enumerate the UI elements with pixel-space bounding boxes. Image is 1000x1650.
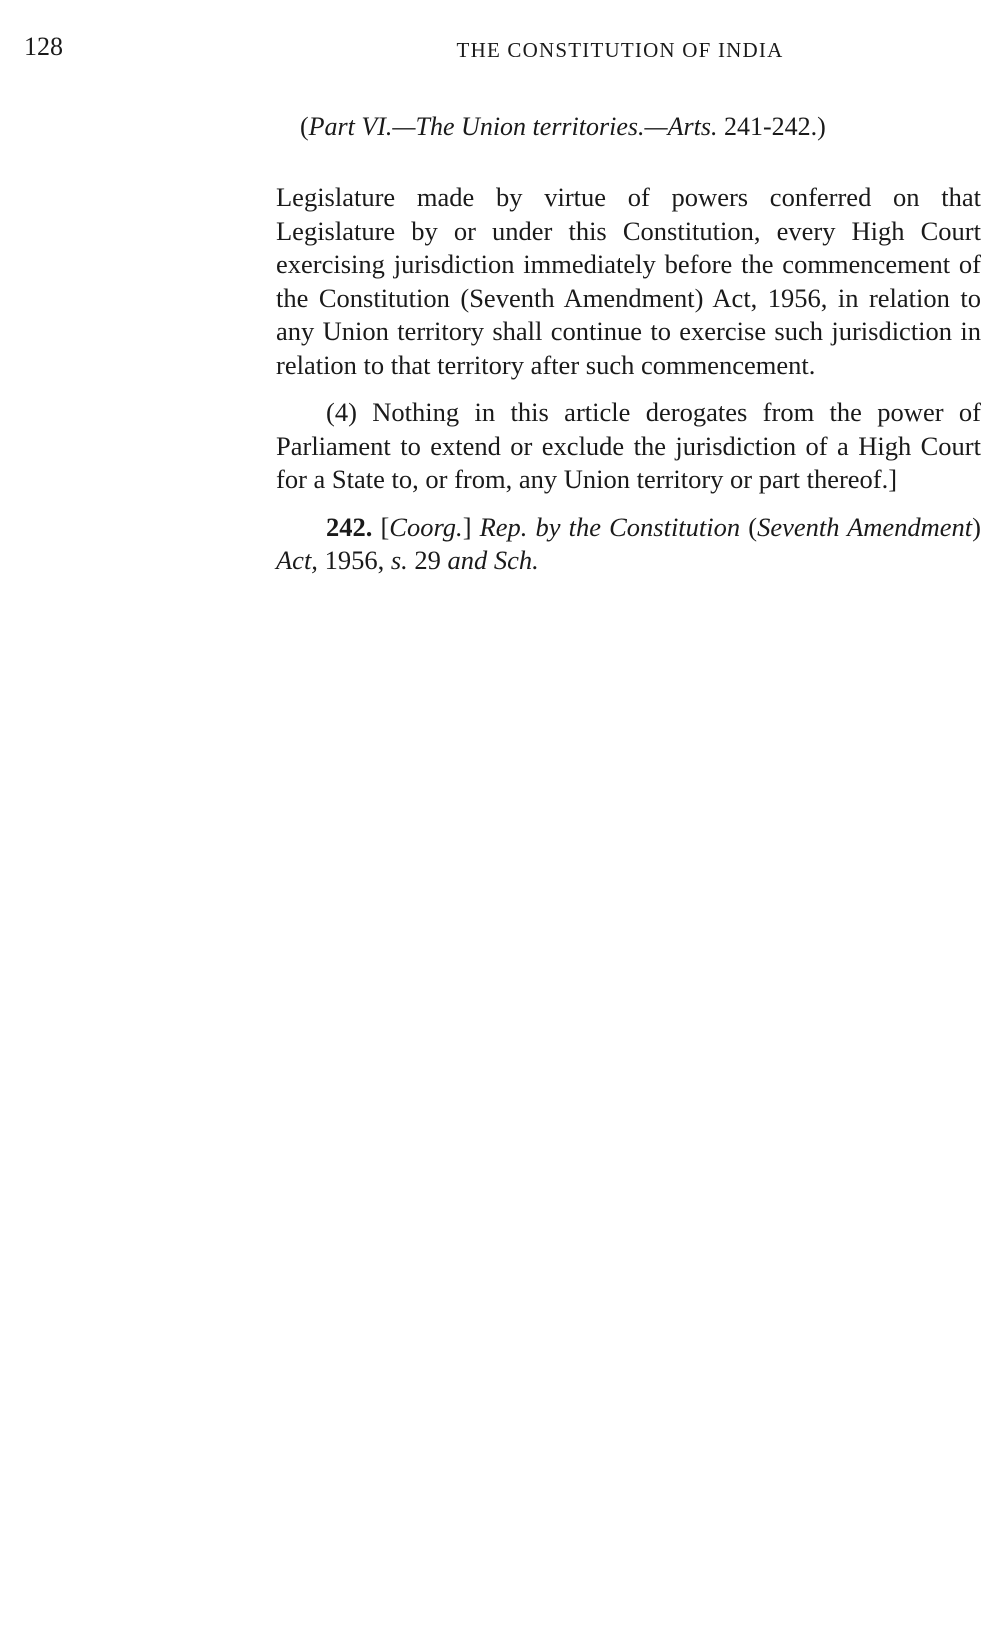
section-label: s. <box>390 545 408 575</box>
section-number: 29 <box>407 545 448 575</box>
amendment-name: Seventh Amendment <box>757 511 973 542</box>
close-paren: ) <box>972 511 981 542</box>
part-line-open-paren: ( <box>300 112 309 141</box>
article-heading: Coorg. <box>389 511 463 542</box>
article-number: 242. <box>326 511 373 542</box>
part-line-italic: Part VI.—The Union territories.—Arts. <box>308 112 718 141</box>
act-year: 1956, <box>317 545 391 575</box>
schedule-label: and Sch. <box>447 545 539 575</box>
part-line-range: 241-242.) <box>717 112 826 141</box>
open-paren: ( <box>740 511 758 542</box>
open-bracket: [ <box>372 511 390 542</box>
part-line <box>300 111 1000 142</box>
body-text <box>276 181 981 578</box>
page-number: 128 <box>24 32 63 61</box>
paragraph-continuation: Legislature made by virtue of powers conferred on that Legislature by or under this Constitution, every High Court exercising jurisdiction immediately before the commencement of the Constitution (Seventh Amendment) Act, 1956, in relation to any Union territory shall continue to exercise such jurisdiction in relation to that territory after such commencement. <box>276 182 981 380</box>
article-242 <box>276 511 981 578</box>
running-head: THE CONSTITUTION OF INDIA <box>456 38 784 62</box>
paragraph-clause-4: (4) Nothing in this article derogates from the power of Parliament to extend or exclude the jurisdiction of a High Court for a State to, or from, any Union territory or part thereof.] <box>276 397 981 494</box>
act-label: Act, <box>276 545 318 575</box>
close-bracket: ] <box>462 511 480 542</box>
repeal-text: Rep. by the Constitution <box>479 511 741 542</box>
